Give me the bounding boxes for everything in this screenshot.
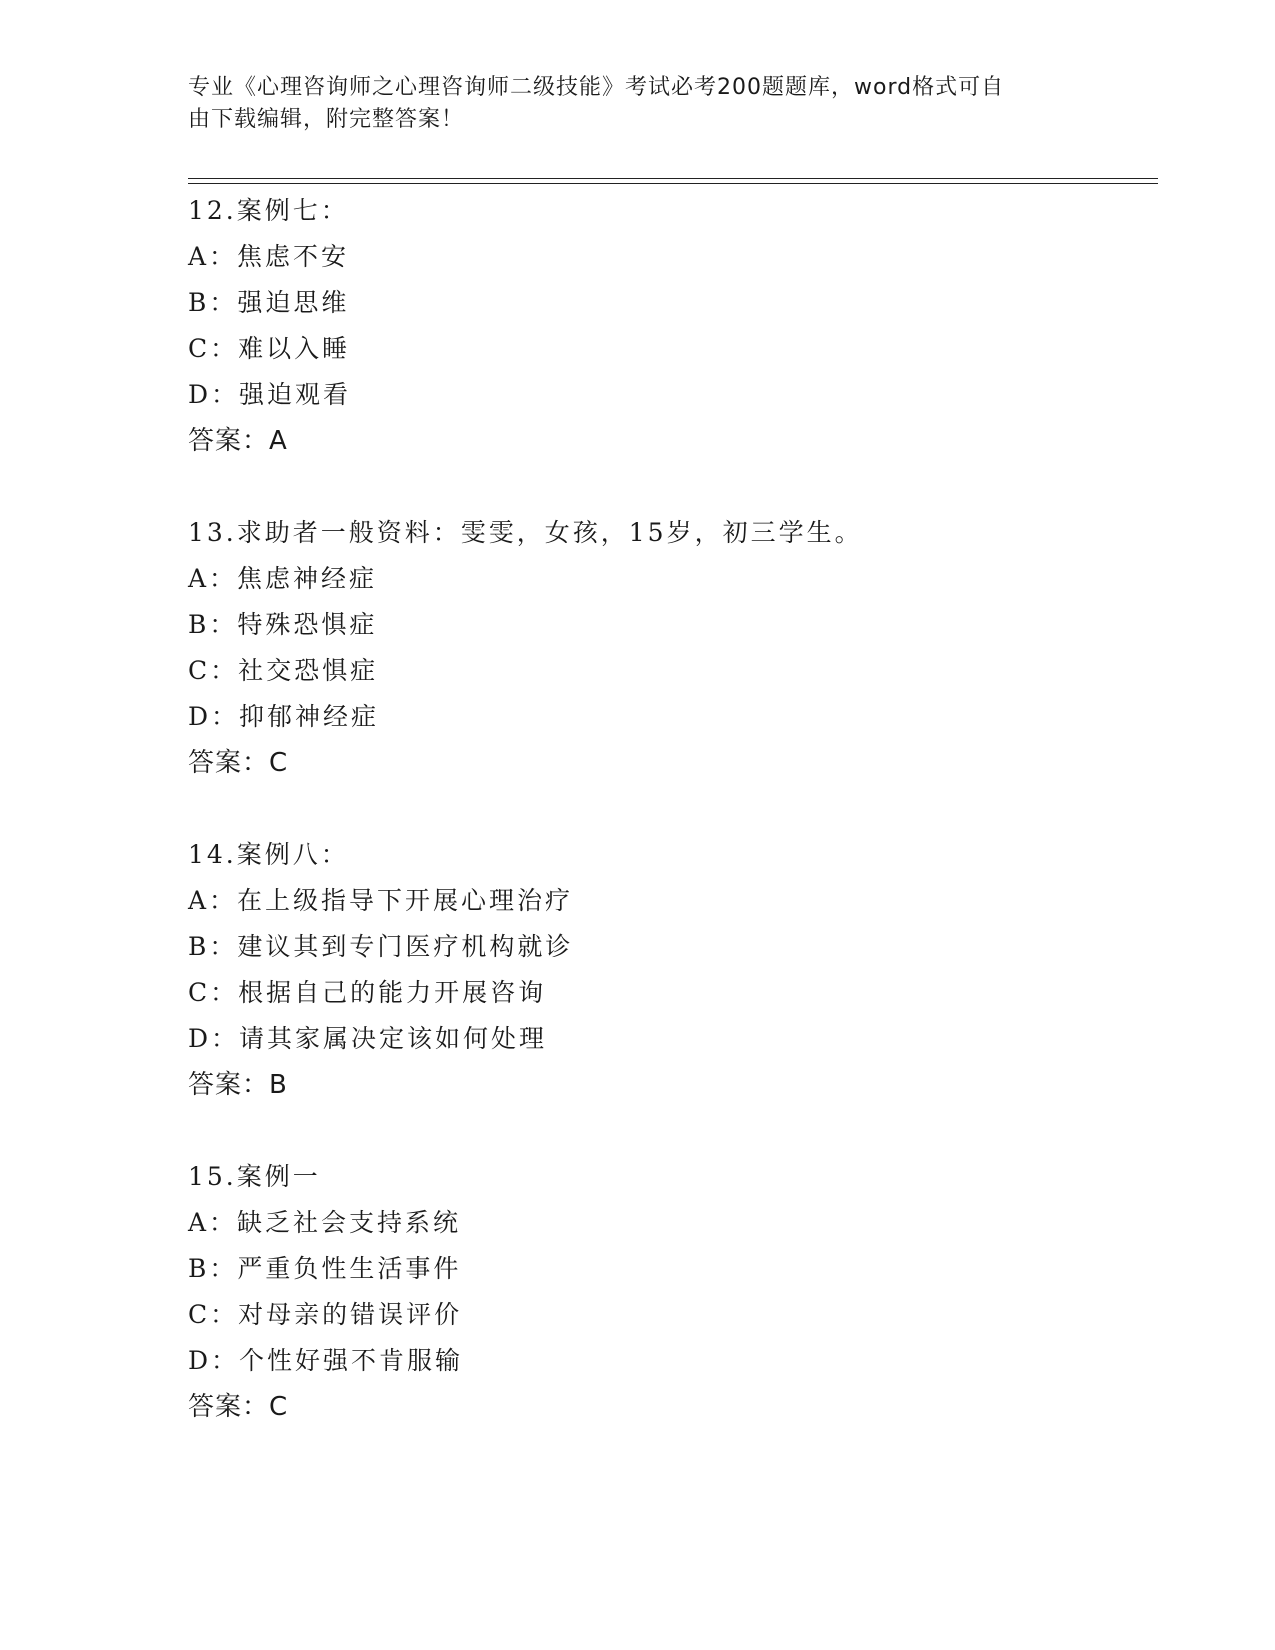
option-a: A：焦虑神经症 [188, 564, 378, 593]
option-d: D：强迫观看 [188, 380, 352, 409]
option-c: C：难以入睡 [188, 334, 351, 363]
question-13 [188, 510, 1158, 786]
option-a: A：缺乏社会支持系统 [188, 1208, 462, 1237]
option-d: D：请其家属决定该如何处理 [188, 1024, 548, 1053]
header-line-2: 由下载编辑，附完整答案！ [188, 107, 465, 132]
option-a: A：焦虑不安 [188, 242, 350, 271]
option-b: B：建议其到专门医疗机构就诊 [188, 932, 574, 961]
question-stem: 13.求助者一般资料：雯雯，女孩，15岁，初三学生。 [188, 518, 863, 547]
header-divider-top [188, 178, 1158, 179]
answer: 答案：C [188, 748, 289, 778]
answer: 答案：A [188, 426, 288, 456]
header-divider-bottom [188, 183, 1158, 184]
question-12 [188, 188, 1158, 464]
question-stem: 12.案例七： [188, 196, 349, 225]
option-d: D：个性好强不肯服输 [188, 1346, 464, 1375]
question-15 [188, 1154, 1158, 1430]
question-stem: 14.案例八： [188, 840, 349, 869]
question-14 [188, 832, 1158, 1108]
option-b: B：强迫思维 [188, 288, 350, 317]
option-c: C：根据自己的能力开展咨询 [188, 978, 547, 1007]
header-line-1: 专业《心理咨询师之心理咨询师二级技能》考试必考200题题库，word格式可自 [188, 75, 1005, 100]
option-b: B：严重负性生活事件 [188, 1254, 462, 1283]
answer: 答案：B [188, 1070, 288, 1100]
answer: 答案：C [188, 1392, 289, 1422]
question-stem: 15.案例一 [188, 1162, 321, 1191]
option-c: C：社交恐惧症 [188, 656, 379, 685]
option-b: B：特殊恐惧症 [188, 610, 378, 639]
option-d: D：抑郁神经症 [188, 702, 380, 731]
question-list [188, 188, 1158, 1476]
option-c: C：对母亲的错误评价 [188, 1300, 463, 1329]
option-a: A：在上级指导下开展心理治疗 [188, 886, 574, 915]
document-header [188, 72, 1068, 136]
